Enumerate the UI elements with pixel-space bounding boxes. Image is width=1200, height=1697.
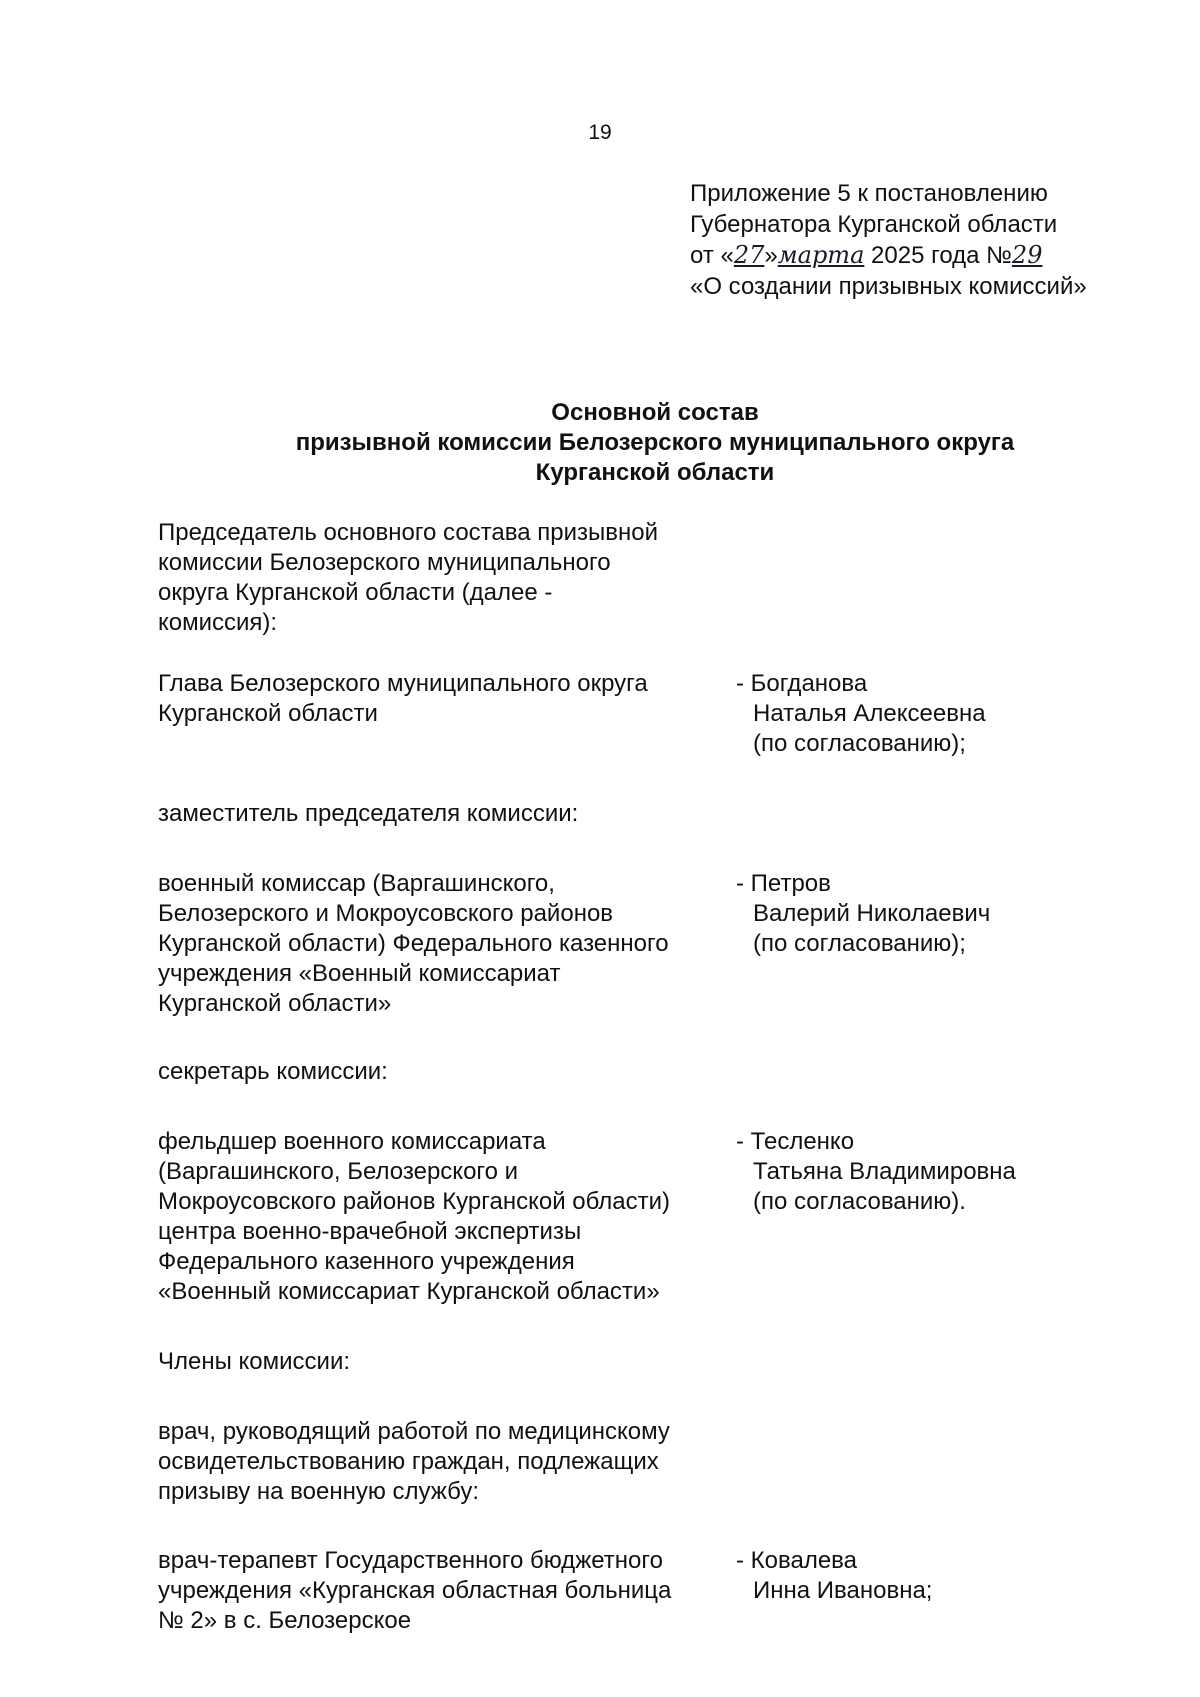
position-line: комиссия): <box>158 609 278 636</box>
member-name-line: (по согласованию); <box>753 930 966 957</box>
document-title <box>0 398 1200 488</box>
member-name-line: Наталья Алексеевна <box>753 700 986 727</box>
member-name-line: - Богданова <box>736 670 868 697</box>
position-line: «Военный комиссариат Курганской области» <box>158 1278 660 1305</box>
position-line: секретарь комиссии: <box>158 1058 388 1085</box>
member-name-line: - Ковалева <box>736 1547 857 1574</box>
position-line: Председатель основного состава призывной <box>158 519 659 546</box>
appendix-line-4: «О создании призывных комиссий» <box>690 273 1087 300</box>
member-name-line: (по согласованию); <box>753 730 966 757</box>
commission-row <box>158 1347 1118 1377</box>
position-line: комиссии Белозерского муниципального <box>158 549 611 576</box>
position-line: Мокроусовского районов Курганской области) <box>158 1188 671 1215</box>
position-line: освидетельствованию граждан, подлежащих <box>158 1448 659 1475</box>
position-description <box>158 1127 736 1307</box>
position-description <box>158 1057 736 1087</box>
member-name <box>736 1057 1118 1087</box>
position-description <box>158 669 736 759</box>
position-line: округа Курганской области (далее - <box>158 579 553 606</box>
member-name <box>736 669 1118 759</box>
position-line: (Варгашинского, Белозерского и <box>158 1158 519 1185</box>
member-name <box>736 1127 1118 1307</box>
position-line: учреждения «Военный комиссариат <box>158 960 561 987</box>
member-name <box>736 1417 1118 1507</box>
title-line-3: Курганской области <box>535 459 775 486</box>
position-line: Курганской области) Федерального казенного <box>158 930 669 957</box>
position-line: врач, руководящий работой по медицинскому <box>158 1418 670 1445</box>
position-description <box>158 518 736 638</box>
member-name-line: - Тесленко <box>736 1128 855 1155</box>
appendix-date-prefix: от « <box>690 242 734 269</box>
commission-row <box>158 799 1118 829</box>
commission-list <box>158 518 1118 1636</box>
position-description <box>158 869 736 1019</box>
commission-row <box>158 1546 1118 1636</box>
commission-row <box>158 518 1118 638</box>
position-line: учреждения «Курганская областная больница <box>158 1577 672 1604</box>
position-line: Члены комиссии: <box>158 1348 351 1375</box>
position-description <box>158 1417 736 1507</box>
appendix-year: 2025 года № <box>864 242 1012 269</box>
appendix-line-3 <box>690 240 1170 271</box>
commission-row <box>158 669 1118 759</box>
title-line-2: призывной комиссии Белозерского муниципального округа <box>295 429 1015 456</box>
position-line: Курганской области <box>158 700 378 727</box>
position-description <box>158 1546 736 1636</box>
position-line: Глава Белозерского муниципального округа <box>158 670 648 697</box>
appendix-line-2: Губернатора Курганской области <box>690 211 1058 238</box>
position-description <box>158 799 736 829</box>
appendix-block <box>690 178 1170 302</box>
handwritten-number: 29 <box>1011 241 1043 269</box>
handwritten-month: марта <box>777 241 865 269</box>
member-name <box>736 518 1118 638</box>
member-name <box>736 1546 1118 1636</box>
commission-row <box>158 1057 1118 1087</box>
position-description <box>158 1347 736 1377</box>
member-name-line: Валерий Николаевич <box>753 900 991 927</box>
member-name-line: - Петров <box>736 870 831 897</box>
position-line: № 2» в с. Белозерское <box>158 1607 412 1634</box>
position-line: центра военно-врачебной экспертизы <box>158 1218 582 1245</box>
title-line-1: Основной состав <box>551 399 759 426</box>
member-name-line: (по согласованию). <box>753 1188 966 1215</box>
page-number: 19 <box>588 121 612 144</box>
position-line: фельдшер военного комиссариата <box>158 1128 546 1155</box>
position-line: Курганской области» <box>158 990 392 1017</box>
commission-row <box>158 869 1118 1019</box>
commission-row <box>158 1127 1118 1307</box>
position-line: Федерального казенного учреждения <box>158 1248 575 1275</box>
member-name <box>736 1347 1118 1377</box>
handwritten-day: 27 <box>733 241 765 269</box>
member-name-line: Инна Ивановна; <box>753 1577 933 1604</box>
position-line: заместитель председателя комиссии: <box>158 800 579 827</box>
member-name <box>736 799 1118 829</box>
commission-row <box>158 1417 1118 1507</box>
position-line: призыву на военную службу: <box>158 1478 479 1505</box>
position-line: Белозерского и Мокроусовского районов <box>158 900 614 927</box>
position-line: врач-терапевт Государственного бюджетного <box>158 1547 663 1574</box>
position-line: военный комиссар (Варгашинского, <box>158 870 555 897</box>
appendix-line-1: Приложение 5 к постановлению <box>690 180 1048 207</box>
appendix-date-mid: » <box>764 242 778 269</box>
member-name <box>736 869 1118 1019</box>
member-name-line: Татьяна Владимировна <box>753 1158 1016 1185</box>
